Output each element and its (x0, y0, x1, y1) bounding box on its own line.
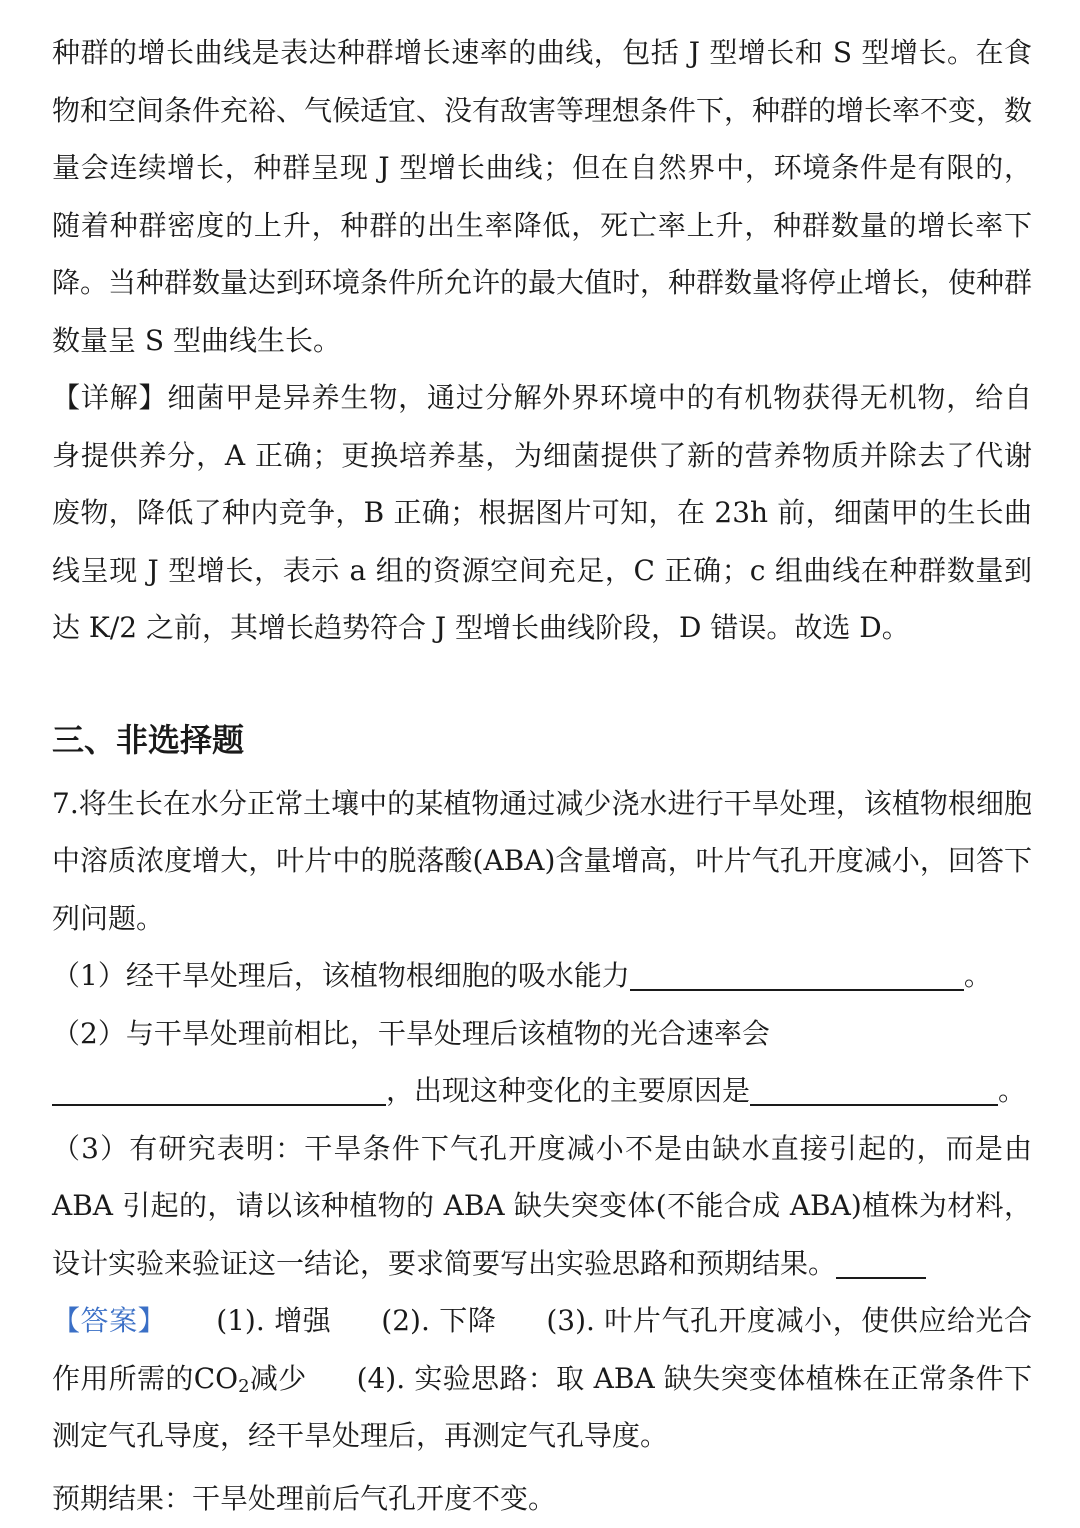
answer-blank-4[interactable] (836, 1247, 926, 1279)
answer-paragraph (52, 1292, 1032, 1465)
question-part-2 (52, 1005, 1032, 1120)
answer-blank-1[interactable] (630, 959, 964, 991)
answer-2: (2). 下降 (381, 1304, 497, 1337)
answer-4: (4). 实验思路：取 ABA 缺失突变体植株在正常条件下测定气孔导度，经干旱处理后，再测定气孔导度。 (52, 1361, 1032, 1452)
question-part-2-end: 。 (998, 1074, 1027, 1107)
expected-result-line: 预期结果：干旱处理前后气孔开度不变。 (52, 1482, 557, 1515)
detail-text: 细菌甲是异养生物，通过分解外界环境中的有机物获得无机物，给自身提供养分，A 正确；更换培养基，为细菌提供了新的营养物质并除去了代谢废物，降低了种内竞争，B 正确；根据图片可知，在 23h 前，细菌甲的生长曲线呈现 J 型增长，表示 a 组的资源空间充足，C 正确；c 组曲线在种群数量到达 K/2 之前，其增长趋势符合 J 型增长曲线阶段，D 错误。故选 D。 (52, 381, 1032, 644)
question-part-1 (52, 947, 1032, 1005)
question-stem: 7.将生长在水分正常土壤中的某植物通过减少浇水进行干旱处理，该植物根细胞中溶质浓度增大，叶片中的脱落酸(ABA)含量增高，叶片气孔开度减小，回答下列问题。 (52, 786, 1032, 935)
question-part-2-mid: ，出现这种变化的主要原因是 (386, 1074, 751, 1107)
document-page (52, 24, 1032, 1465)
detail-tag: 【详解】 (52, 381, 168, 414)
question-part-3 (52, 1120, 1032, 1293)
question-part-2-text: （2）与干旱处理前相比，干旱处理后该植物的光合速率会 (52, 1016, 770, 1050)
answer-tag: 【答案】 (52, 1304, 167, 1337)
answer-1: (1). 增强 (216, 1304, 332, 1337)
section-heading: 三、非选择题 (52, 720, 245, 759)
detail-paragraph (52, 369, 1032, 657)
question-part-1-end: 。 (963, 959, 992, 992)
question-part-3-text: （3）有研究表明：干旱条件下气孔开度减小不是由缺水直接引起的，而是由 ABA 引起的，请以该种植物的 ABA 缺失突变体(不能合成 ABA)植株为材料，设计实验来验证这一结论，要求简要写出实验思路和预期结果。 (52, 1131, 1032, 1280)
answer-blank-2[interactable] (52, 1074, 386, 1106)
answer-blank-3[interactable] (750, 1074, 998, 1106)
answer-3-start: (3). 叶片气孔开度减小，使供应给光合作用所需的CO (52, 1304, 1032, 1395)
question-part-1-text: （1）经干旱处理后，该植物根细胞的吸水能力 (52, 959, 630, 992)
analysis-paragraph: 种群的增长曲线是表达种群增长速率的曲线，包括 J 型增长和 S 型增长。在食物和空间条件充裕、气候适宜、没有敌害等理想条件下，种群的增长率不变，数量会连续增长，种群呈现 J 型增长曲线；但在自然界中，环境条件是有限的，随着种群密度的上升，种群的出生率降低，死亡率上升，种群数量的增长率下降。当种群数量达到环境条件所允许的最大值时，种群数量将停止增长，使种群数量呈 S 型曲线生长。 (52, 36, 1033, 357)
answer-3-end: 减少 (249, 1361, 307, 1395)
co2-subscript: 2 (238, 1375, 250, 1397)
